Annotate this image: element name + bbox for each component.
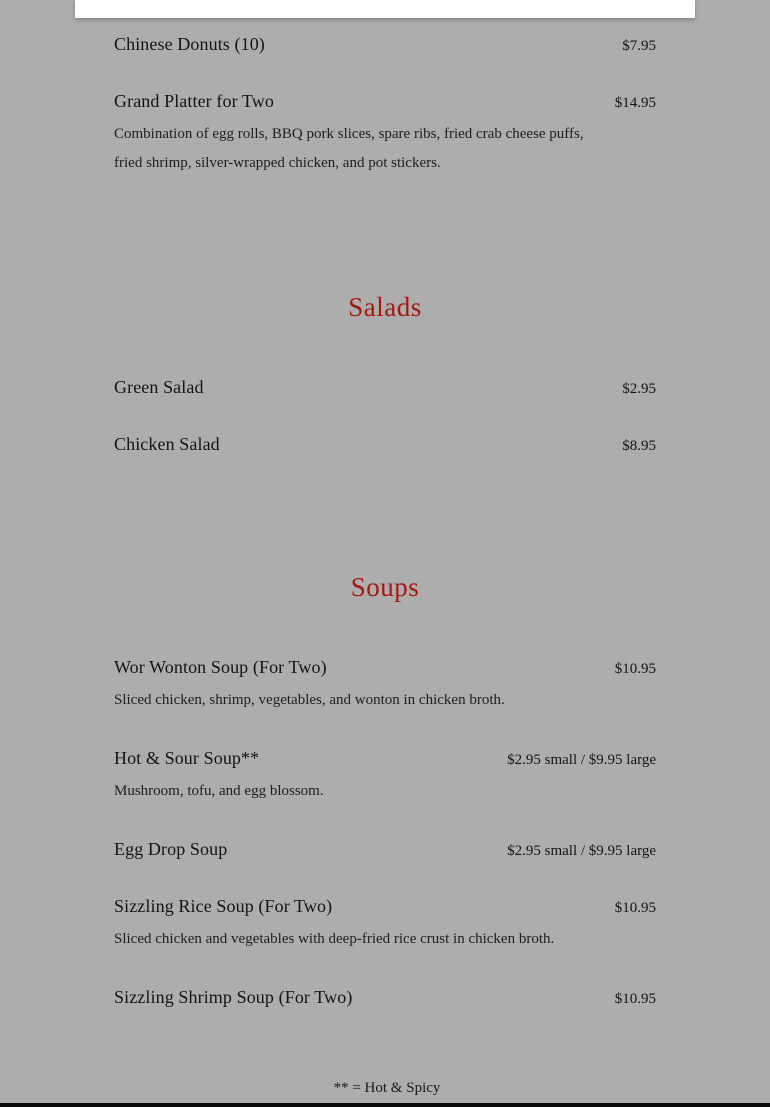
bottom-divider [0,1103,770,1107]
menu-item-grand-platter [114,91,656,178]
section-title-salads: Salads [348,292,422,322]
menu-item-price: $2.95 [622,381,656,397]
menu-item-price: $7.95 [622,38,656,54]
menu-item-wor-wonton-soup [114,657,656,715]
menu-item-name: Sizzling Shrimp Soup (For Two) [114,987,353,1007]
menu-item-price: $10.95 [614,991,656,1007]
menu-item-description: Sliced chicken and vegetables with deep-fried rice crust in chicken broth. [114,931,555,947]
menu-item-description: Mushroom, tofu, and egg blossom. [114,783,324,799]
menu-item-chinese-donuts [114,34,656,55]
menu-item-name: Chinese Donuts (10) [114,34,265,54]
footnote-hot-spicy: ** = Hot & Spicy [333,1080,441,1096]
menu-item-description: Combination of egg rolls, BBQ pork slices, spare ribs, fried crab cheese puffs, fried shrimp, silver-wrapped chicken, and pot stickers. [114,126,584,171]
menu-item-name: Grand Platter for Two [114,91,274,111]
menu-item-egg-drop-soup [114,839,656,860]
menu-item-price: $2.95 small / $9.95 large [507,752,656,768]
menu-item-price: $10.95 [614,900,656,916]
menu-item-name: Sizzling Rice Soup (For Two) [114,896,333,916]
menu-item-name: Hot & Sour Soup** [114,748,260,768]
menu-item-name: Green Salad [114,377,204,397]
menu-item-sizzling-shrimp-soup [114,987,656,1008]
menu-item-green-salad [114,377,656,398]
menu-item-price: $2.95 small / $9.95 large [507,843,656,859]
menu-item-hot-sour-soup [114,748,656,806]
menu-item-price: $14.95 [614,95,656,111]
menu-item-name: Egg Drop Soup [114,839,228,859]
section-title-soups: Soups [350,572,420,602]
menu-item-price: $10.95 [614,661,656,677]
menu-item-name: Chicken Salad [114,434,220,454]
menu-item-name: Wor Wonton Soup (For Two) [114,657,327,677]
header-card-edge [75,0,695,18]
menu-item-chicken-salad [114,434,656,455]
menu-item-sizzling-rice-soup [114,896,656,954]
menu-item-description: Sliced chicken, shrimp, vegetables, and wonton in chicken broth. [114,692,505,708]
menu-item-price: $8.95 [622,438,656,454]
